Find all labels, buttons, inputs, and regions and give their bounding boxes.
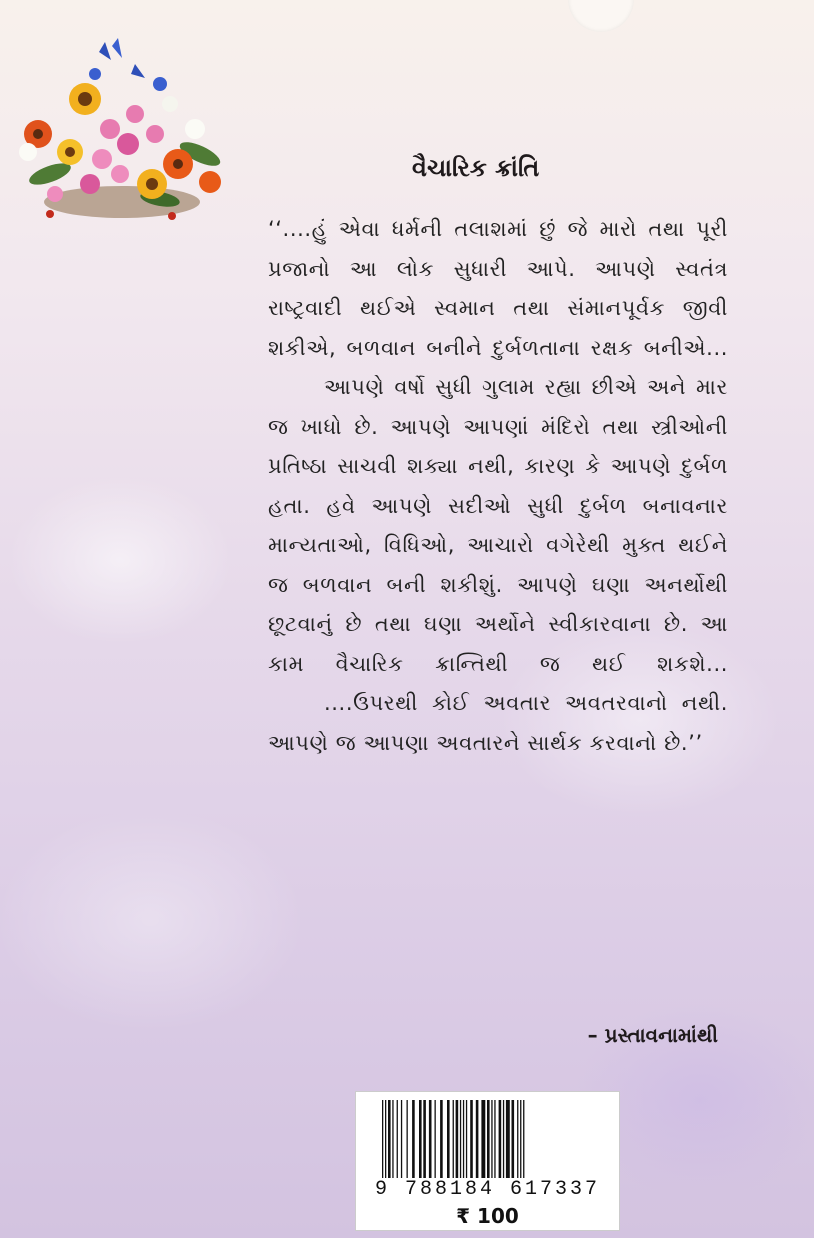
- barcode-bar: [506, 1100, 510, 1178]
- barcode-bar: [503, 1100, 504, 1178]
- barcode-bar: [466, 1100, 467, 1178]
- isbn-text: 9 788184 617337: [374, 1178, 601, 1201]
- barcode-bar: [456, 1100, 459, 1178]
- isbn-number: [356, 1178, 619, 1201]
- quote-paragraph: ....ઉપરથી કોઈ અવતાર અવતરવાનો નથી. આપણે જ આપણા અવતારને સાર્થક કરવાનો છે.’’: [268, 691, 728, 755]
- cover-hang-notch: [568, 0, 634, 32]
- quote-body: [268, 210, 728, 763]
- barcode-bar: [412, 1100, 415, 1178]
- barcode-bar: [435, 1100, 436, 1178]
- flower-bouquet-image: [10, 34, 230, 229]
- barcode-bar: [476, 1100, 479, 1178]
- barcode-bar: [423, 1100, 426, 1178]
- barcode-bar: [517, 1100, 518, 1178]
- barcode-bar: [440, 1100, 443, 1178]
- barcode-bar: [520, 1100, 521, 1178]
- price-label: ₹ 100: [456, 1204, 519, 1228]
- quote-source: – પ્રસ્તાવનામાંથી: [587, 1023, 718, 1047]
- barcode-bar: [447, 1100, 450, 1178]
- barcode-bar: [453, 1100, 454, 1178]
- quote-paragraph: ‘‘....હું એવા ધર્મની તલાશમાં છું જે મારો તથા પૂરી પ્રજાનો આ લોક સુધારી આપે. આપણે સ્વતંત્ર રાષ્ટ્રવાદી થઈએ સ્વમાન તથા સંમાનપૂર્વક જીવી શકીએ, બળવાન બનીને દુર્બળતાના રક્ષક બનીએ...: [268, 217, 728, 360]
- barcode-bar: [470, 1100, 473, 1178]
- barcode-bar: [494, 1100, 495, 1178]
- barcode-bar: [397, 1100, 398, 1178]
- barcode-bar: [499, 1100, 502, 1178]
- barcode-bar: [460, 1100, 461, 1178]
- barcode-bar: [491, 1100, 492, 1178]
- barcode-bar: [382, 1100, 383, 1178]
- barcode-bar: [401, 1100, 402, 1178]
- barcode-bar: [429, 1100, 432, 1178]
- barcode-bar: [487, 1100, 490, 1178]
- barcode-bar: [523, 1100, 524, 1178]
- isbn-barcode-box: [355, 1091, 620, 1231]
- barcode-bar: [463, 1100, 464, 1178]
- barcode-bar: [419, 1100, 422, 1178]
- barcode-bar: [512, 1100, 515, 1178]
- section-title: વૈચારિક ક્રાંતિ: [412, 154, 540, 182]
- barcode-bar: [407, 1100, 408, 1178]
- barcode-bar: [392, 1100, 393, 1178]
- barcode-bar: [385, 1100, 386, 1178]
- quote-paragraph: આપણે વર્ષો સુધી ગુલામ રહ્યા છીએ અને માર જ ખાધો છે. આપણે આપણાં મંદિરો તથા સ્ત્રીઓની પ્રતિષ્ઠા સાચવી શક્યા નથી, કારણ કે આપણે દુર્બળ હતા. હવે આપણે સદીઓ સુધી દુર્બળ બનાવનાર માન્યતાઓ, વિધિઓ, આચારો વગેરેથી મુક્ત થઈને જ બળવાન બની શકીશું. આપણે ઘણા અનર્થોથી છૂટવાનું છે તથા ઘણા અર્થોને સ્વીકારવાના છે. આ કામ વૈચારિક ક્રાન્તિથી જ થઈ શકશે...: [268, 375, 728, 676]
- barcode-bar: [388, 1100, 391, 1178]
- barcode-bar: [481, 1100, 485, 1178]
